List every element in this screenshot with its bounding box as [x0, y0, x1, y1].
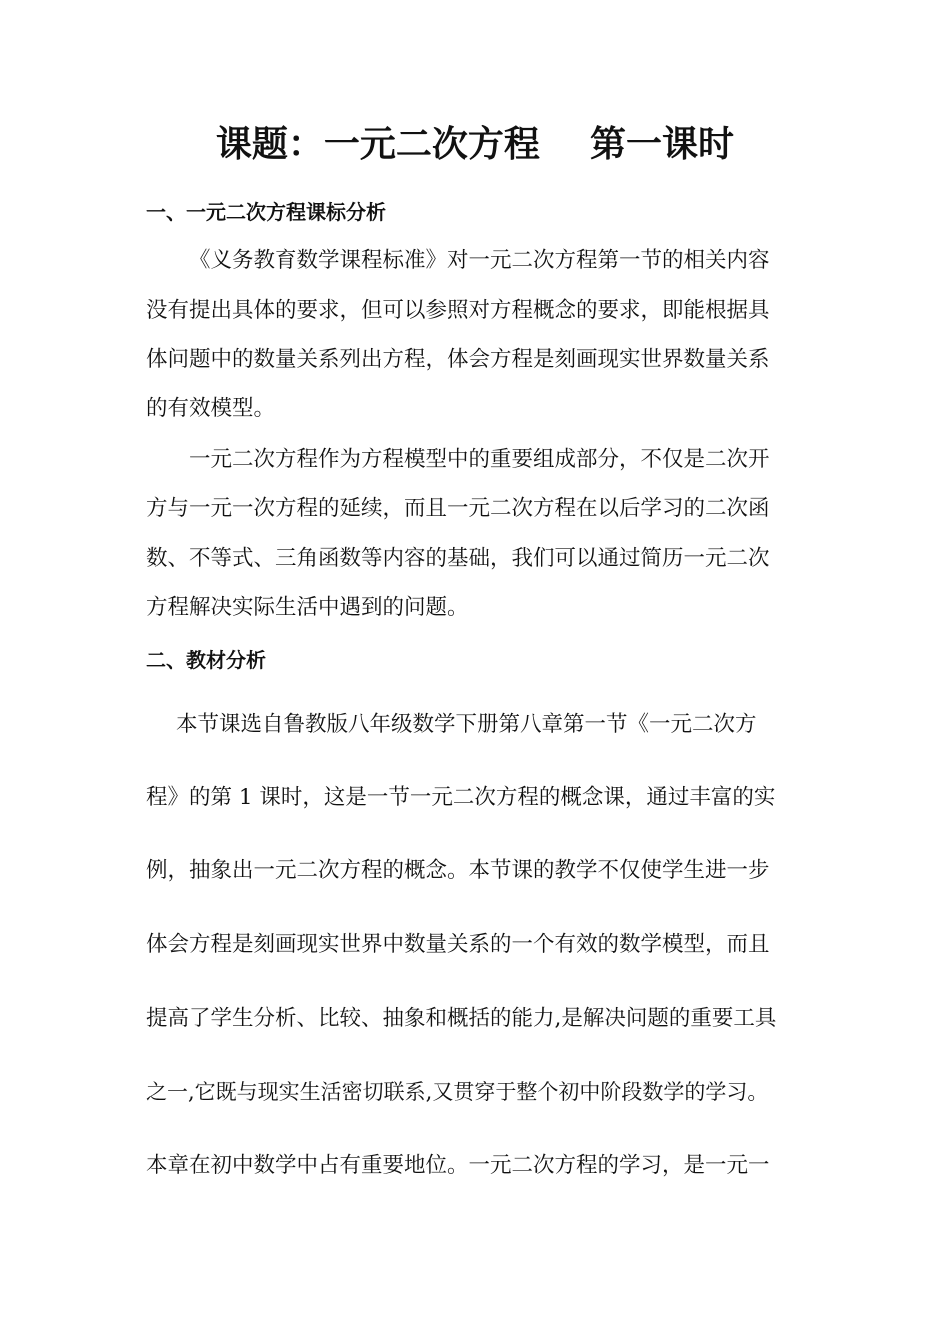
paragraph-line: 本节课选自鲁教版八年级数学下册第八章第一节《一元二次方 — [176, 712, 757, 737]
page-title: 课题：一元二次方程 第一课时 — [215, 124, 735, 165]
paragraph-line: 本章在初中数学中占有重要地位。一元二次方程的学习，是一元一 — [146, 1153, 770, 1178]
paragraph-line: 数、不等式、三角函数等内容的基础，我们可以通过简历一元二次 — [146, 546, 770, 571]
paragraph-line: 之一,它既与现实生活密切联系,又贯穿于整个初中阶段数学的学习。 — [146, 1080, 769, 1104]
paragraph-line: 没有提出具体的要求，但可以参照对方程概念的要求，即能根据具 — [146, 298, 770, 323]
section-heading-curriculum: 一、一元二次方程课标分析 — [146, 200, 386, 224]
paragraph-line: 一元二次方程作为方程模型中的重要组成部分，不仅是二次开 — [189, 447, 770, 472]
paragraph-line: 体问题中的数量关系列出方程，体会方程是刻画现实世界数量关系 — [146, 347, 770, 372]
paragraph-line: 方程解决实际生活中遇到的问题。 — [146, 595, 469, 620]
paragraph-line: 程》的第 1 课时，这是一节一元二次方程的概念课，通过丰富的实 — [146, 785, 776, 810]
paragraph-line: 体会方程是刻画现实世界中数量关系的一个有效的数学模型，而且 — [146, 932, 770, 957]
paragraph-line: 方与一元一次方程的延续，而且一元二次方程在以后学习的二次函 — [146, 496, 770, 521]
paragraph-line: 例，抽象出一元二次方程的概念。本节课的教学不仅使学生进一步 — [146, 858, 770, 883]
paragraph-line: 提高了学生分析、比较、抽象和概括的能力,是解决问题的重要工具 — [146, 1006, 777, 1031]
paragraph-line: 《义务教育数学课程标准》对一元二次方程第一节的相关内容 — [189, 248, 770, 273]
section-heading-textbook: 二、教材分析 — [146, 648, 266, 672]
paragraph-line: 的有效模型。 — [146, 396, 276, 421]
